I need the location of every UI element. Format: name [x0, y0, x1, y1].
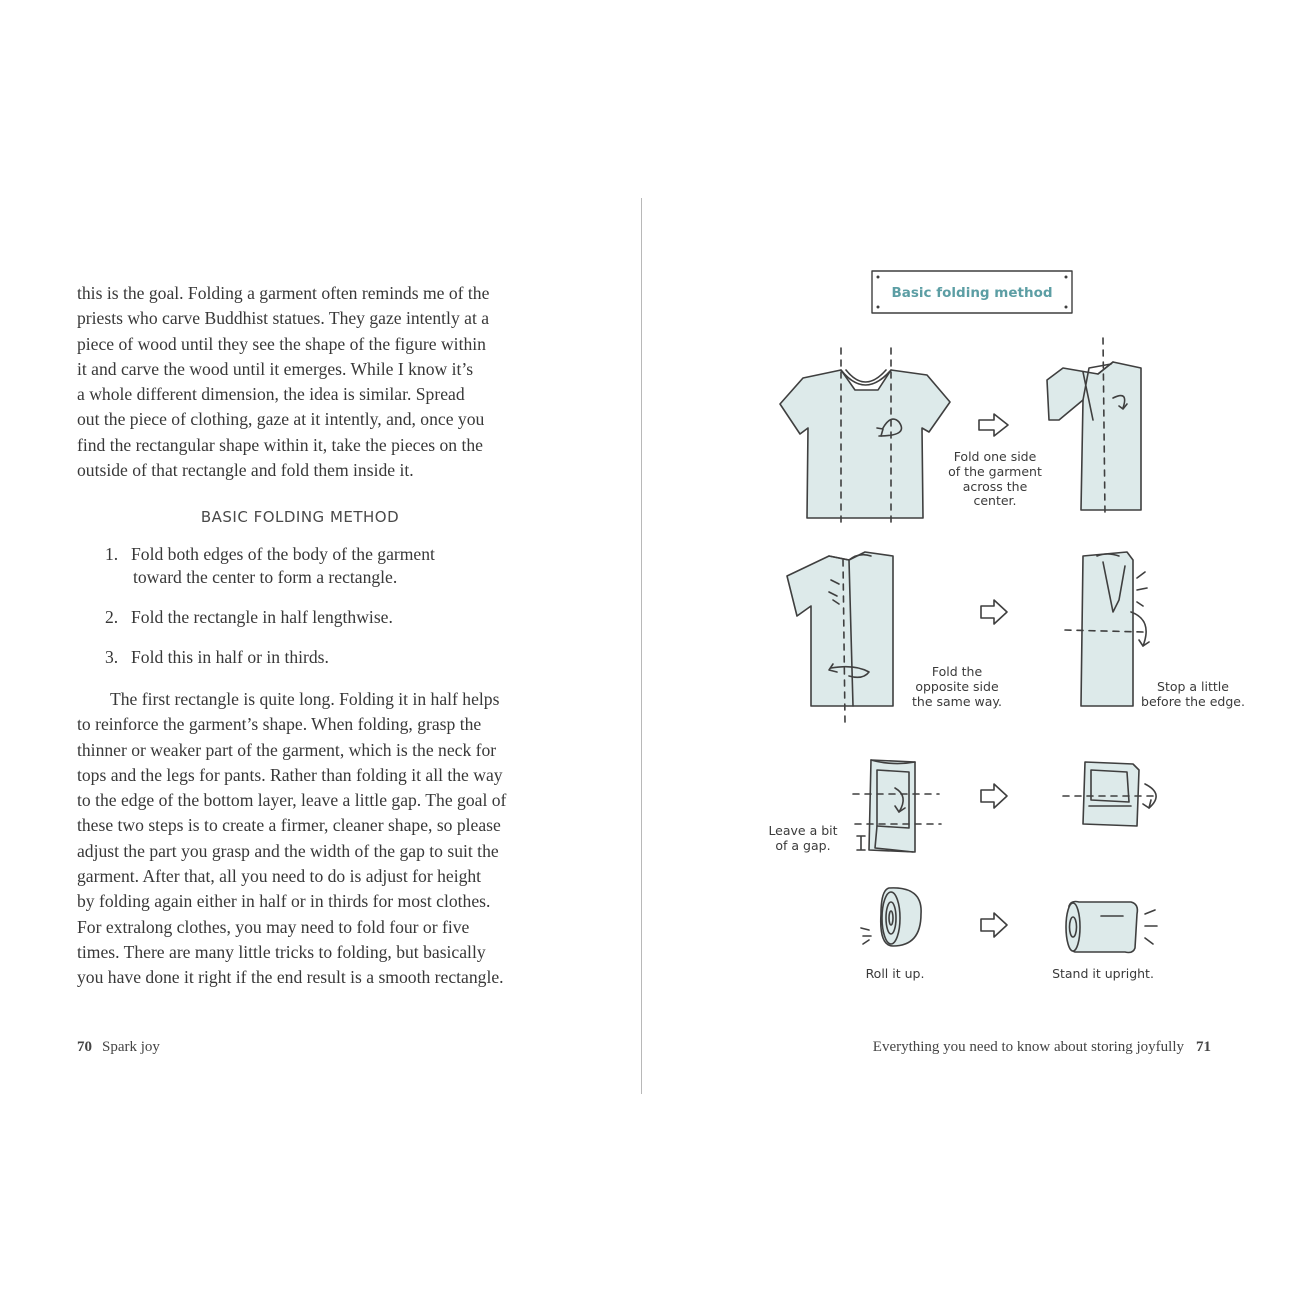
- text-line: this is the goal. Folding a garment often reminds me of the: [77, 283, 490, 303]
- tshirt-flat: [780, 348, 950, 525]
- page-number: 71: [1196, 1039, 1211, 1055]
- text-line: find the rectangular shape within it, take the pieces on the: [77, 434, 483, 455]
- right-footer: [873, 1039, 1211, 1056]
- step-text: toward the center to form a rectangle.: [133, 567, 398, 587]
- svg-text:of the garment: of the garment: [948, 464, 1042, 479]
- step-3: [105, 646, 329, 669]
- text-line: priests who carve Buddhist statues. They gaze intently at a: [77, 308, 490, 329]
- text-line: For extralong clothes, you may need to fold four or five: [77, 916, 470, 937]
- thirds-folded: [1063, 762, 1159, 826]
- caption-4: [768, 823, 837, 853]
- rolled: [861, 888, 921, 946]
- page-gutter: [641, 198, 642, 1094]
- svg-text:Leave a bit: Leave a bit: [768, 823, 838, 838]
- shirt-second-side: [787, 552, 893, 722]
- text-line: to the edge of the bottom layer, leave a little gap. The goal of: [77, 790, 507, 811]
- step-text: Fold this in half or in thirds.: [131, 647, 329, 667]
- text-line: to reinforce the garment’s shape. When folding, grasp the: [77, 714, 482, 735]
- left-footer: [77, 1039, 160, 1056]
- folding-illustration: [643, 0, 1292, 1292]
- step-text: Fold both edges of the body of the garment: [131, 544, 435, 564]
- caption-3: [1141, 679, 1245, 709]
- svg-text:Fold one side: Fold one side: [953, 449, 1037, 464]
- text-line: tops and the legs for pants. Rather than folding it all the way: [77, 764, 503, 785]
- text-line: outside of that rectangle and fold them inside it.: [77, 460, 414, 481]
- svg-text:the same way.: the same way.: [912, 694, 1002, 709]
- running-title: Everything you need to know about storing joyfully: [872, 1039, 1184, 1055]
- standing-upright: [1066, 902, 1157, 953]
- rectangle-folded: [1065, 552, 1149, 706]
- text-line: you have done it right if the end result is a smooth rectangle.: [77, 967, 504, 988]
- text-line: it and carve the wood until it emerges. While I know it’s: [77, 358, 474, 379]
- running-title: Spark joy: [102, 1039, 160, 1055]
- svg-text:Stop a little: Stop a little: [1157, 679, 1229, 694]
- step-1: [105, 543, 435, 589]
- text-line: by folding again either in half or in thirds for most clothes.: [77, 891, 491, 912]
- svg-text:opposite side: opposite side: [915, 679, 999, 694]
- text-line: these two steps is to create a firmer, cleaner shape, so please: [77, 815, 501, 836]
- arrow-icon: [981, 913, 1007, 937]
- right-page: [643, 0, 1292, 1292]
- figure-title: Basic folding method: [891, 285, 1053, 301]
- step-text: Fold the rectangle in half lengthwise.: [131, 607, 393, 627]
- step-number: 2.: [105, 607, 119, 627]
- svg-text:Stand it upright.: Stand it upright.: [1052, 966, 1154, 981]
- section-heading: BASIC FOLDING METHOD: [200, 508, 400, 526]
- page-number: 70: [77, 1039, 92, 1055]
- text-line: adjust the part you grasp and the width of the gap to suit the: [77, 840, 499, 861]
- text-line: times. There are many little tricks to folding, but basically: [77, 941, 486, 962]
- text-line: a whole different dimension, the idea is similar. Spread: [77, 384, 465, 405]
- text-line: garment. After that, all you need to do is adjust for height: [77, 866, 482, 887]
- caption-6: [1052, 966, 1154, 981]
- svg-text:Fold the: Fold the: [931, 664, 983, 679]
- caption-2: [912, 664, 1002, 709]
- text-line: thinner or weaker part of the garment, which is the neck for: [77, 739, 497, 760]
- step-2: [105, 606, 393, 629]
- figure-title-box: [872, 271, 1072, 313]
- shirt-one-side-folded: [1047, 338, 1141, 515]
- half-folded: [853, 760, 941, 852]
- svg-text:Roll it up.: Roll it up.: [865, 966, 925, 981]
- arrow-icon: [981, 784, 1007, 808]
- arrow-icon: [981, 600, 1007, 624]
- svg-text:across the: across the: [962, 479, 1028, 494]
- svg-text:center.: center.: [973, 493, 1017, 508]
- paragraph-1: [77, 281, 523, 483]
- text-line: piece of wood until they see the shape of the figure within: [77, 333, 486, 354]
- arrow-icon: [979, 414, 1008, 436]
- step-number: 1.: [105, 544, 119, 564]
- left-page: [0, 0, 642, 1292]
- svg-text:before the edge.: before the edge.: [1141, 694, 1245, 709]
- caption-5: [866, 966, 925, 981]
- paragraph-2: [77, 687, 523, 991]
- text-line: out the piece of clothing, gaze at it intently, and, once you: [77, 409, 485, 430]
- svg-text:of a gap.: of a gap.: [775, 838, 831, 853]
- caption-1: [948, 449, 1042, 508]
- step-number: 3.: [105, 647, 119, 667]
- text-line: The first rectangle is quite long. Folding it in half helps: [110, 689, 500, 709]
